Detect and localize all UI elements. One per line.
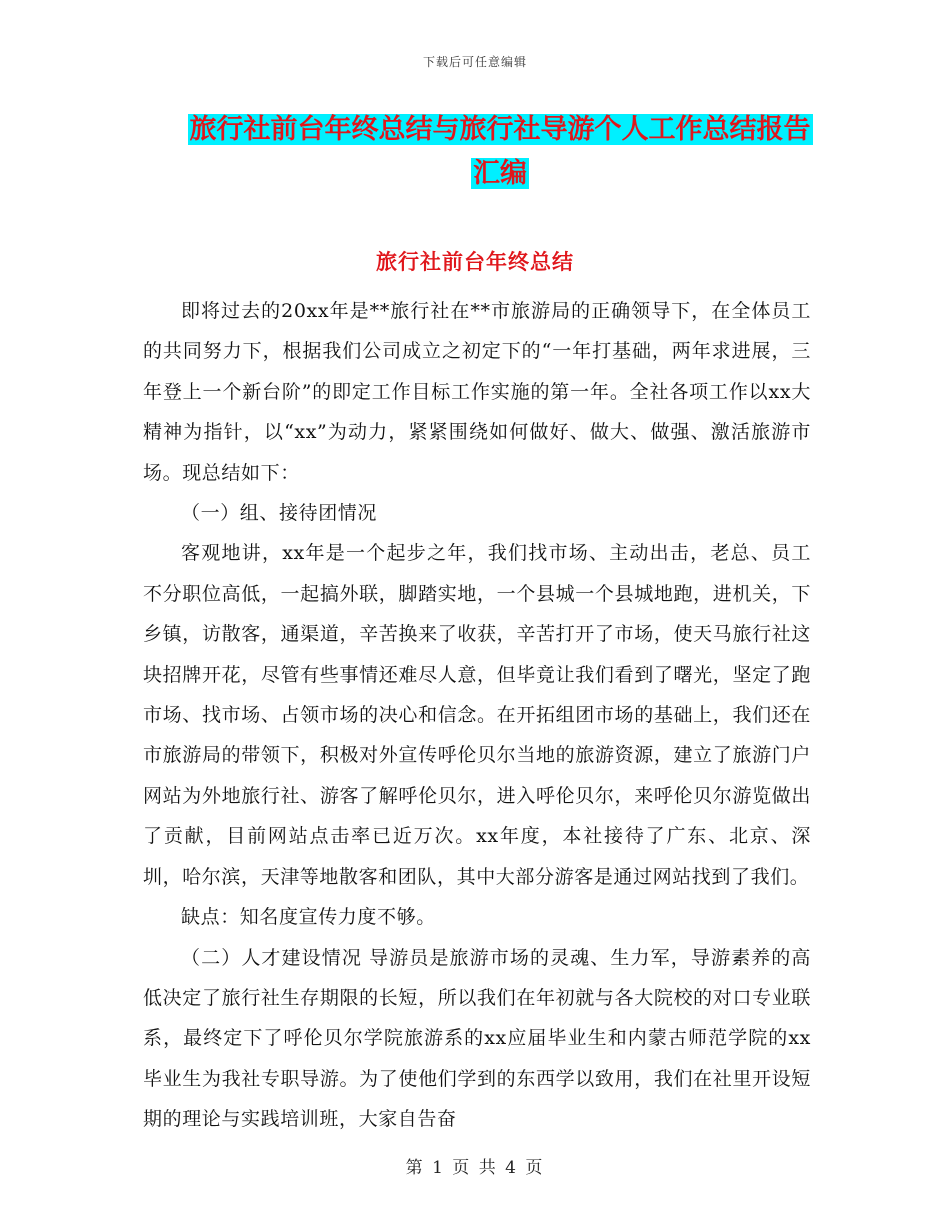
body-text [143, 291, 811, 1140]
document-title-line-2: 汇编 [473, 158, 527, 189]
paragraph-reception: 客观地讲，xx年是一个起步之年，我们找市场、主动出击，老总、员工不分职位高低，一起搞外联，脚踏实地，一个县城一个县城地跑，进机关，下乡镇，访散客，通渠道，辛苦换来了收获，辛苦打开了市场，使天马旅行社这块招牌开花，尽管有些事情还难尽人意，但毕竟让我们看到了曙光，坚定了跑市场、找市场、占领市场的决心和信念。在开拓组团市场的基础上，我们还在市旅游局的带领下，积极对外宣传呼伦贝尔当地的旅游资源，建立了旅游门户网站为外地旅行社、游客了解呼伦贝尔，进入呼伦贝尔，来呼伦贝尔游览做出了贡献，目前网站点击率已近万次。xx年度，本社接待了广东、北京、深圳，哈尔滨，天津等地散客和团队，其中大部分游客是通过网站找到了我们。 [143, 542, 811, 888]
paragraph-shortcoming: 缺点：知名度宣传力度不够。 [181, 906, 436, 929]
paragraph-heading-reception: （一）组、接待团情况 [181, 502, 378, 525]
paragraph-intro: 即将过去的20xx年是**旅行社在**市旅游局的正确领导下，在全体员工的共同努力下，根据我们公司成立之初定下的“一年打基础，两年求进展，三年登上一个新台阶”的即定工作目标工作实施的第一年。全社各项工作以xx大精神为指针，以“xx”为动力，紧紧围绕如何做好、做大、做强、激活旅游市场。现总结如下： [143, 300, 811, 484]
page-footer: 第 1 页 共 4 页 [405, 1158, 545, 1178]
section-title: 旅行社前台年终总结 [376, 250, 574, 274]
document-title-line-1: 旅行社前台年终总结与旅行社导游个人工作总结报告 [189, 114, 811, 145]
document-title [140, 108, 860, 196]
header-note: 下载后可任意编辑 [422, 55, 527, 69]
paragraph-talent: （二）人才建设情况 导游员是旅游市场的灵魂、生力军，导游素养的高低决定了旅行社生存期限的长短，所以我们在年初就与各大院校的对口专业联系，最终定下了呼伦贝尔学院旅游系的xx应届毕业生和内蒙古师范学院的xx毕业生为我社专职导游。为了使他们学到的东西学以致用，我们在社里开设短期的理论与实践培训班，大家自告奋 [143, 946, 811, 1131]
